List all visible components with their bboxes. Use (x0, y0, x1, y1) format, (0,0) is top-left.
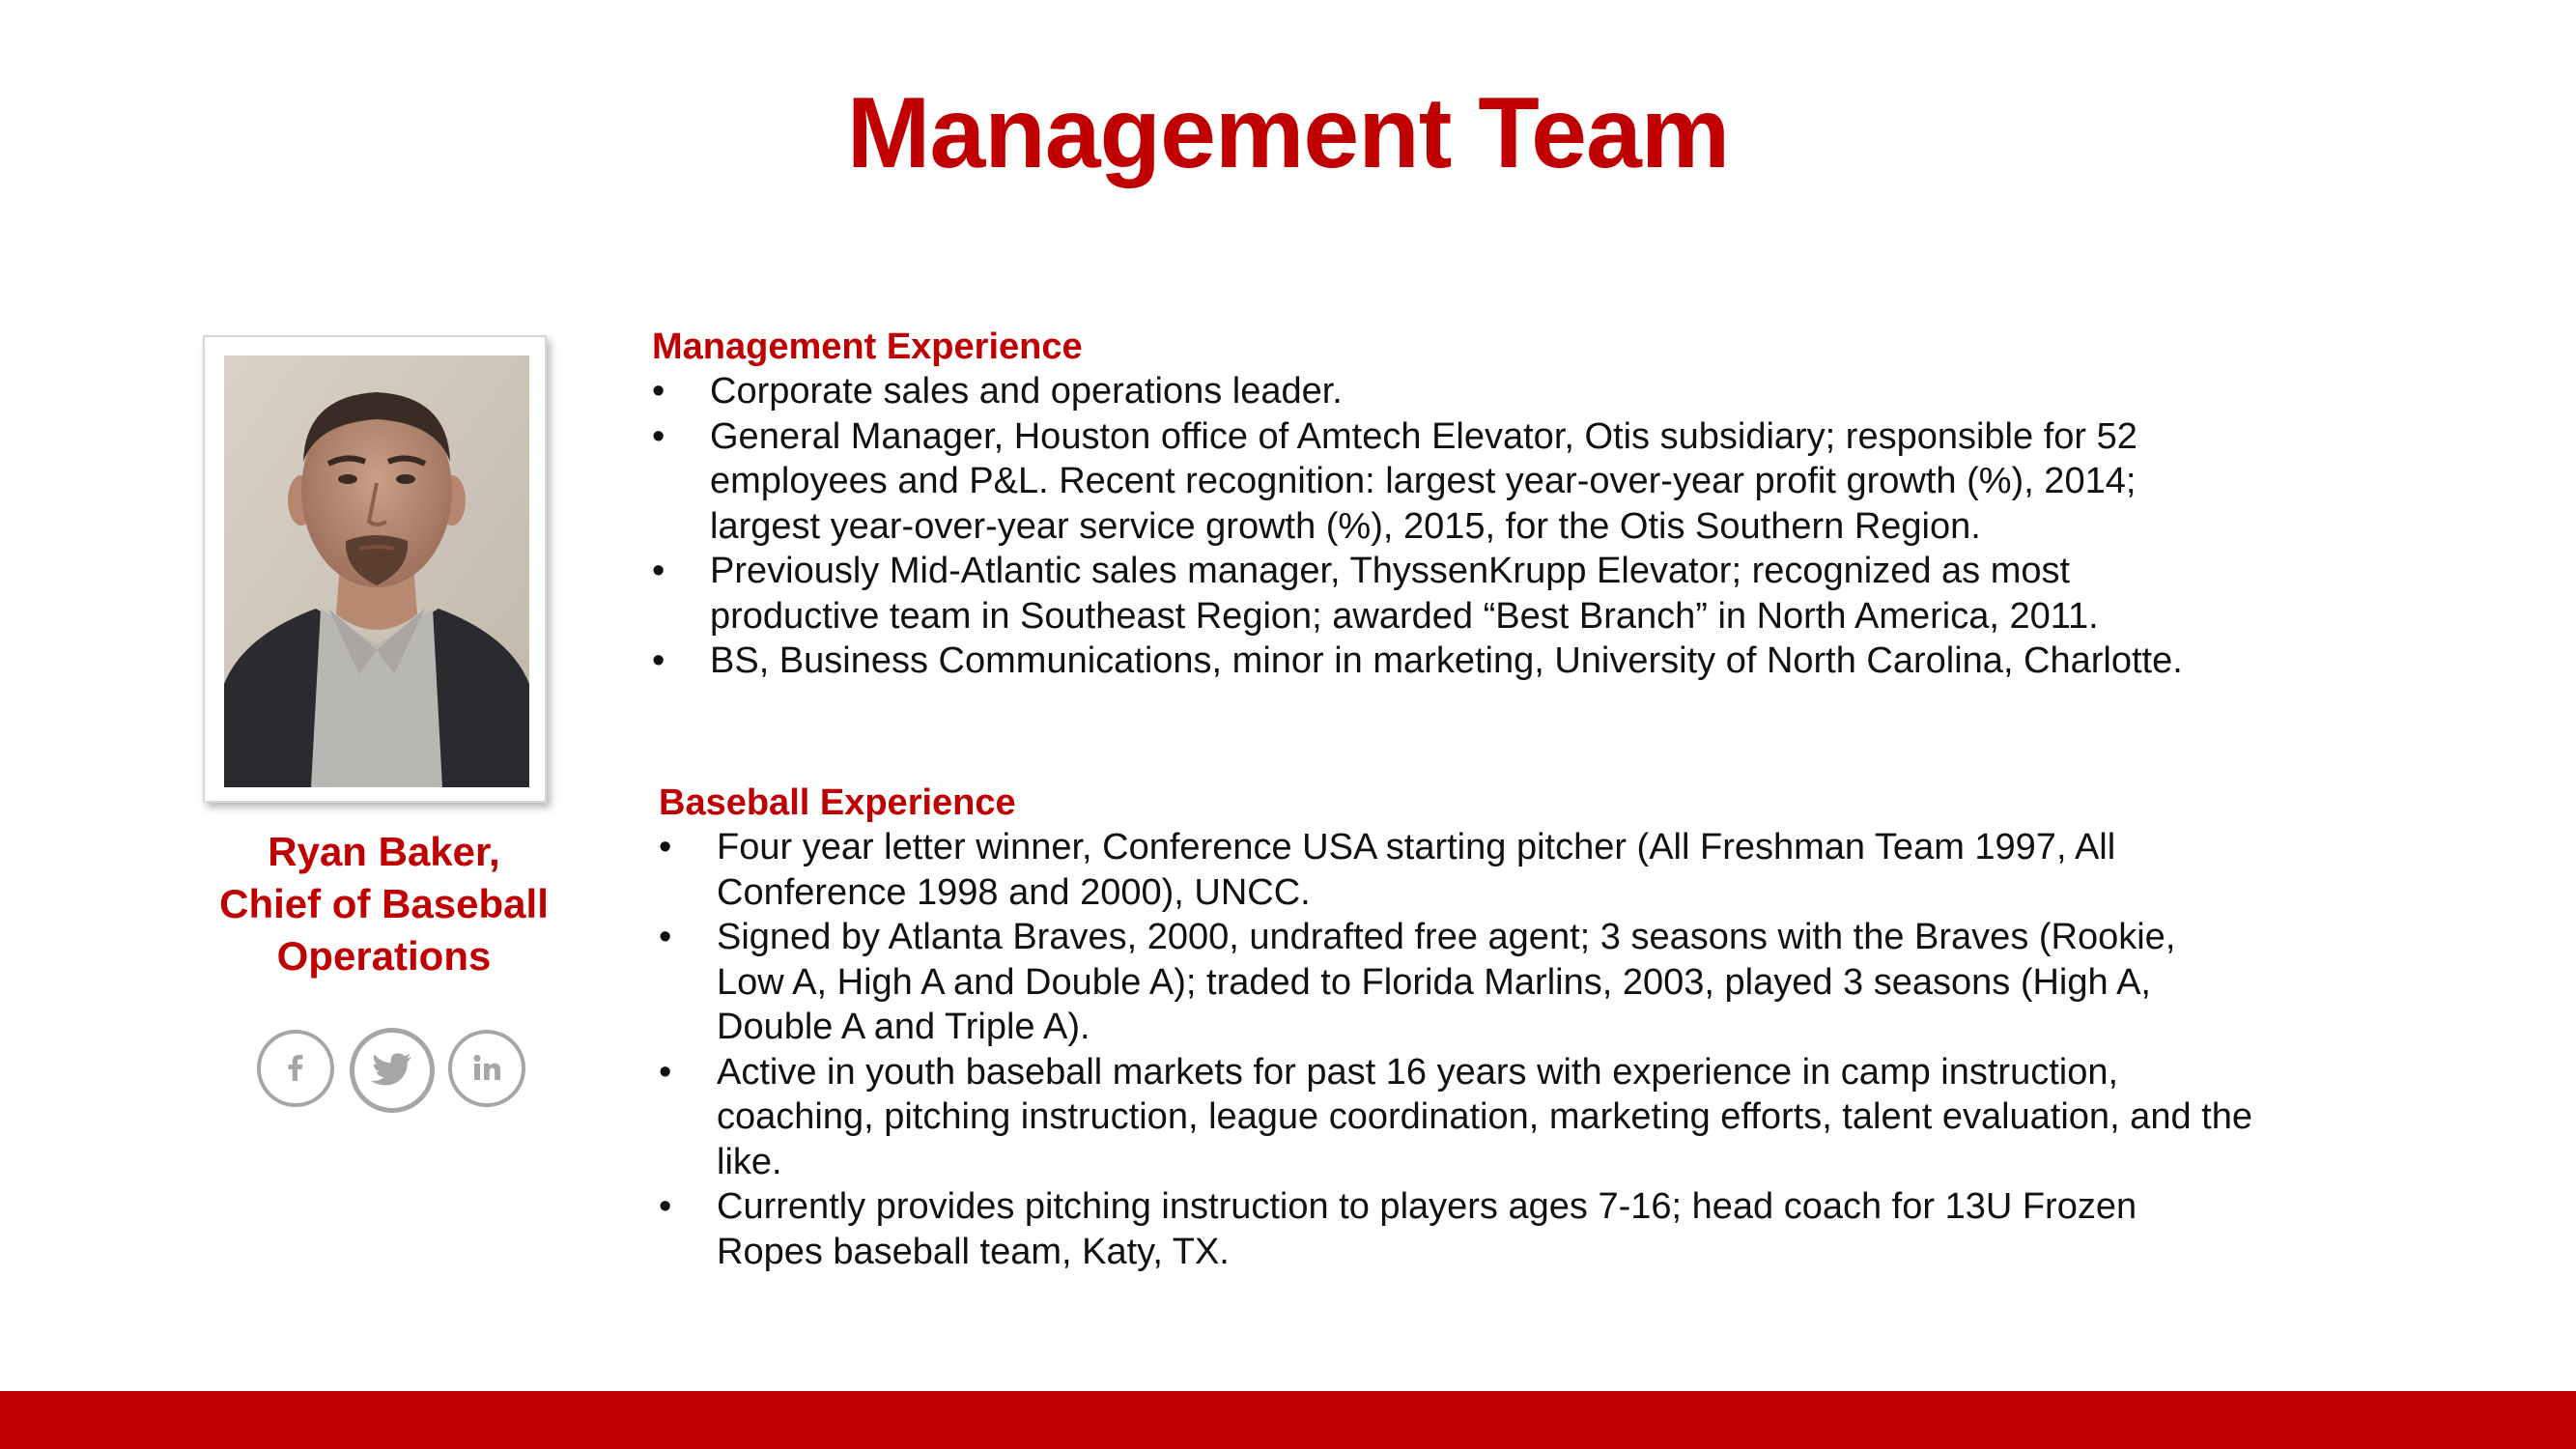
twitter-button[interactable] (350, 1028, 435, 1113)
baseball-experience-list (659, 825, 2301, 1274)
profile-name (164, 826, 604, 982)
facebook-icon (276, 1049, 315, 1088)
management-experience-heading: Management Experience (652, 327, 1083, 367)
profile-name-line-1: Ryan Baker, (268, 829, 500, 874)
linkedin-button[interactable] (448, 1030, 525, 1107)
linkedin-icon (467, 1049, 506, 1088)
baseball-item: • Four year letter winner, Conference USA starting pitcher (All Freshman Team 1997, All Conference 1998 and 2000), UNCC. (659, 825, 2223, 915)
twitter-icon (370, 1051, 414, 1090)
baseball-item: • Signed by Atlanta Braves, 2000, undrafted free agent; 3 seasons with the Braves (Rookie, Low A, High A and Double A); traded to Florida Marlins, 2003, played 3 seasons (High A, Double A and Triple A). (659, 915, 2223, 1050)
management-experience-section (652, 325, 2294, 684)
profile-name-line-3: Operations (276, 933, 492, 979)
facebook-button[interactable] (257, 1030, 334, 1107)
management-item: • BS, Business Communications, minor in marketing, University of North Carolina, Charlotte. (652, 639, 2294, 684)
footer-bar (0, 1391, 2576, 1449)
profile-photo-frame (203, 335, 547, 803)
baseball-item: • Active in youth baseball markets for past 16 years with experience in camp instruction, coaching, pitching instruction, league coordination, marketing efforts, talent evaluation, and the like. (659, 1050, 2262, 1185)
management-item: • General Manager, Houston office of Amtech Elevator, Otis subsidiary; responsible for 52 employees and P&L. Recent recognition: largest year-over-year profit growth (%), 2014; largest year-over-year service growth (%), 2015, for the Otis Southern Region. (652, 414, 2178, 550)
profile-name-line-2: Chief of Baseball (219, 881, 549, 926)
page-title: Management Team (846, 77, 1730, 189)
management-item: • Corporate sales and operations leader. (652, 369, 2110, 414)
profile-photo (224, 355, 529, 787)
baseball-item: • Currently provides pitching instruction to players ages 7-16; head coach for 13U Frozen Ropes baseball team, Katy, TX. (659, 1184, 2223, 1274)
management-item: • Previously Mid-Atlantic sales manager, ThyssenKrupp Elevator; recognized as most productive team in Southeast Region; awarded “Best Branch” in North America, 2011. (652, 549, 2110, 639)
management-experience-list (652, 369, 2294, 684)
baseball-experience-section (659, 781, 2301, 1274)
baseball-experience-heading: Baseball Experience (659, 782, 1016, 823)
